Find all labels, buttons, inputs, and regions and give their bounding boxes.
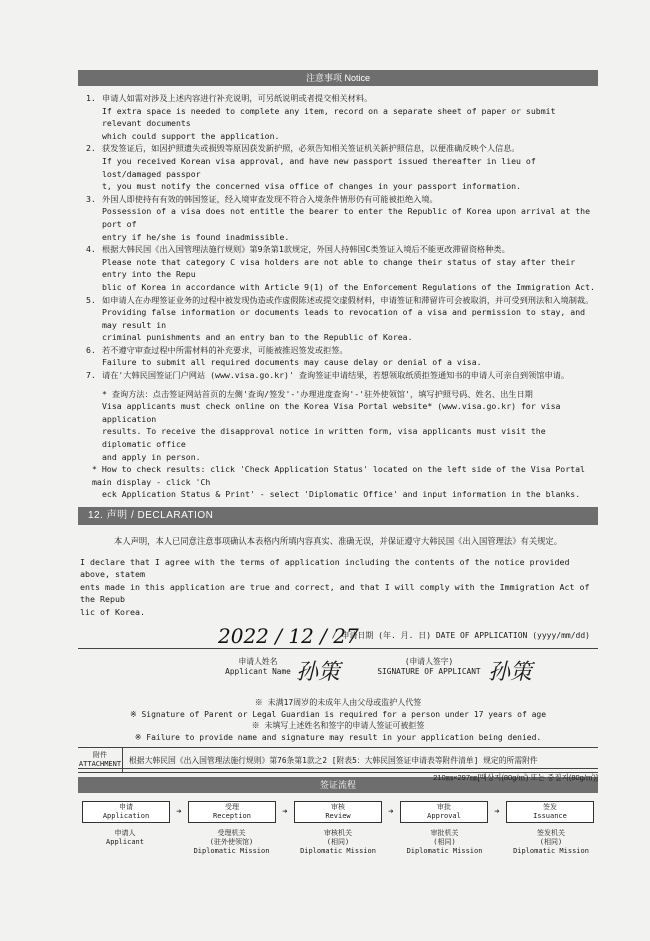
check-en-0: Visa applicants must check online on the Korea Visa Portal website* (www.visa.go.kr) for visa application: [102, 401, 561, 424]
declaration-en-0: I declare that I agree with the terms of application including the contents of the notice provided above, statem: [80, 556, 570, 579]
notice-item-en: criminal punishments and an entry ban to the Republic of Korea.: [102, 332, 413, 343]
process-step-owner: [82, 829, 168, 856]
notice-item-zh: 若不遵守审查过程中所需材料的补充要求，可能被推迟签发或拒签。: [102, 344, 348, 355]
process-step-owner: [189, 829, 275, 856]
owner-paren: (相同): [326, 838, 350, 846]
notice-item-en: Failure to submit all required documents may cause delay or denial of a visa.: [102, 357, 482, 368]
notice-item-en: Providing false information or documents leads to revocation of a visa and permission to stay, and may result in: [102, 307, 586, 330]
note-0: ※ 未满17周岁的未成年人由父母或监护人代签: [254, 698, 422, 707]
notice-item-number: 7.: [86, 370, 96, 381]
process-step-owner: [508, 829, 594, 856]
attachment-label-en: ATTACHMENT: [78, 760, 122, 768]
date-line: [78, 622, 598, 649]
process-step-box: [400, 801, 488, 823]
notice-item-en: Possession of a visa does not entitle the bearer to enter the Republic of Korea upon arrival at the port of: [102, 206, 590, 229]
paper-spec-footer: 210㎜×297㎜[백상지(80g/㎡) 또는 중질지(80g/㎡)]: [78, 768, 598, 783]
notice-item-number: 5.: [86, 294, 96, 305]
note-1: ※ Signature of Parent or Legal Guardian is required for a person under 17 years of age: [129, 709, 547, 719]
notice-item-en: Please note that category C visa holders are not able to change their status of stay after their entry into the Repu: [102, 256, 576, 280]
signature-row: [78, 651, 598, 695]
notice-item-zh: 如申请人在办理签证业务的过程中被发现伪造或作虚假陈述或提交虚假材料，申请签证和滞留许可会被取消，并可受到刑法和入境制裁。: [102, 294, 594, 305]
owner-en: Diplomatic Mission: [406, 847, 483, 855]
signature-handwritten: 孙策: [488, 660, 533, 685]
owner-zh: 签发机关: [537, 829, 565, 837]
process-step-en: Approval: [427, 812, 461, 820]
notice-item-zh: 获发签证后，如因护照遗失或损毁等原因获发新护照，必须告知相关签证机关新护照信息，以便准确反映个人信息。: [102, 143, 520, 154]
attachment-text: 根据大韩民国《出入国管理法施行规则》第76条第1款之2 [附表5：大韩民国签证申请表等附件清单] 规定的所需附件: [129, 755, 538, 765]
process-step-owner: [402, 829, 488, 856]
howto-1: eck Application Status & Print' - select 'Diplomatic Office' and input information in the blanks.: [102, 489, 581, 500]
notice-item-number: 2.: [86, 143, 96, 154]
process-step-en: Review: [325, 812, 351, 820]
howto-0: * How to check results: click 'Check Application Status' located on the left side of the Visa Portal main display - click 'Ch: [92, 464, 585, 487]
form-page: [78, 70, 598, 856]
notice-item-en: t, you must notify the concerned visa office of changes in your passport information.: [102, 181, 521, 192]
declaration-zh: 本人声明，本人已同意注意事项确认本表格内所填内容真实、准确无误，并保证遵守大韩民国《出入国管理法》有关规定。: [113, 536, 563, 546]
process-step-zh: 审核: [331, 803, 345, 811]
process-step-en: Application: [102, 812, 150, 820]
note-3: ※ Failure to provide name and signature may result in your application being denied.: [134, 732, 542, 742]
process-step-zh: 审批: [437, 803, 451, 811]
arrow-right-icon: ➔: [388, 807, 394, 817]
process-title: 签证流程: [78, 777, 598, 793]
owner-zh: 申请人: [114, 829, 136, 837]
attachment-label-zh: 附件: [93, 751, 107, 759]
process-step-en: Issuance: [533, 812, 567, 820]
notice-item: [78, 243, 598, 293]
applicant-name-label-zh: 申请人姓名: [238, 657, 278, 666]
arrow-right-icon: ➔: [282, 807, 288, 817]
process-step-box: [82, 801, 170, 823]
owner-zh: 受理机关: [217, 829, 246, 837]
process-step-zh: 受理: [225, 803, 239, 811]
signature-label-zh: (申请人签字): [404, 657, 454, 666]
signature-label: [374, 657, 484, 677]
notice-item-number: 1.: [86, 93, 96, 103]
owner-zh: 审批机关: [430, 829, 459, 837]
notice-item: [78, 369, 598, 382]
notice-title: 注意事项 Notice: [78, 70, 598, 86]
notice-item-zh: 申请人如需对涉及上述内容进行补充说明，可另纸说明或者提交相关材料。: [102, 93, 373, 103]
notice-item-en: If extra space is needed to complete any item, record on a separate sheet of paper or submit relevant documents: [102, 105, 556, 129]
notice-item: [78, 142, 598, 192]
notice-item-zh: 请在'大韩民国签证门户网站 (www.visa.go.kr)' 查询签证申请结果，若想领取纸质拒签通知书的申请人可亲自到领馆申请。: [102, 370, 570, 381]
notice-item-zh: 外国人即使持有有效的韩国签证，经入境审查发现不符合入境条件情形仍有可能被拒绝入境。: [102, 193, 438, 204]
process-step-box: [506, 801, 594, 823]
notice-item-zh: 根据大韩民国《出入国管理法施行规则》第9条第1款规定，外国人持韩国C类签证入境后不能更改滞留资格种类。: [102, 244, 510, 255]
applicant-name-label: [218, 657, 298, 677]
notice-item-en: blic of Korea in accordance with Article 9(1) of the Enforcement Regulations of the Immigration Act.: [102, 281, 595, 292]
process-step-box: [188, 801, 276, 823]
check-zh: * 查询方法：点击签证网站首页的左侧'查询/签发'-'办理进度查询'-'驻外使领馆'，填写护照号码、姓名、出生日期: [102, 388, 533, 399]
applicant-name-label-en: Applicant Name: [225, 667, 291, 676]
notice-item: [78, 92, 598, 142]
process-step-box: [294, 801, 382, 823]
process-steps: [78, 793, 598, 823]
declaration-en-1: ents made in this application are true and correct, and that I will comply with the Immigration Act of the Repub: [80, 581, 590, 604]
notice-item-number: 3.: [86, 193, 96, 204]
declaration-title: 12. 声明 / DECLARATION: [78, 507, 598, 525]
date-label: / 申请日期 (年. 月. 日) DATE OF APPLICATION (yyyy/mm/dd): [331, 631, 590, 640]
owner-en: Diplomatic Mission: [193, 847, 270, 855]
owner-en: Diplomatic Mission: [513, 847, 589, 855]
notice-item-number: 6.: [86, 344, 96, 355]
notice-item: [78, 344, 598, 369]
note-2: ※ 未填写上述姓名和签字的申请人签证可被拒签: [251, 721, 425, 730]
process-step-owner: [295, 829, 381, 856]
signature-label-en: SIGNATURE OF APPLICANT: [377, 667, 481, 676]
notice-item: [78, 193, 598, 243]
notice-item-en: which could support the application.: [102, 130, 280, 141]
notice-item-number: 4.: [86, 244, 96, 255]
process-step-zh: 申请: [119, 803, 133, 811]
owner-paren: (相同): [433, 838, 456, 846]
notice-item-en: If you received Korean visa approval, and have new passport issued thereafter in lieu of lost/damaged passpor: [102, 155, 536, 179]
declaration-body: [78, 535, 598, 618]
owner-paren: (驻外使领馆): [209, 838, 254, 846]
notice-item-en: entry if he/she is found inadmissible.: [102, 231, 290, 242]
process-step-en: Reception: [213, 812, 251, 820]
arrow-right-icon: ➔: [494, 807, 500, 817]
check-method: [78, 388, 598, 501]
owner-en: Diplomatic Mission: [300, 847, 376, 855]
check-en-1: results. To receive the disapproval notice in written form, visa applicants must visit the diplomatic office: [102, 426, 546, 450]
process-step-zh: 签发: [543, 803, 557, 811]
arrow-right-icon: ➔: [176, 807, 182, 817]
notice-item: [78, 294, 598, 344]
owner-en: Applicant: [106, 838, 144, 846]
check-en-2: and apply in person.: [102, 451, 201, 462]
handwritten-date: 2022 / 12 / 27: [218, 624, 359, 648]
declaration-notes: [78, 697, 598, 743]
process-section: [78, 777, 598, 856]
applicant-name-handwritten: 孙策: [296, 660, 341, 685]
notice-list: [78, 92, 598, 382]
owner-paren: (相同): [539, 838, 563, 846]
owner-zh: 审核机关: [324, 829, 352, 837]
declaration-en-2: lic of Korea.: [80, 606, 145, 617]
process-labels: [78, 823, 598, 856]
